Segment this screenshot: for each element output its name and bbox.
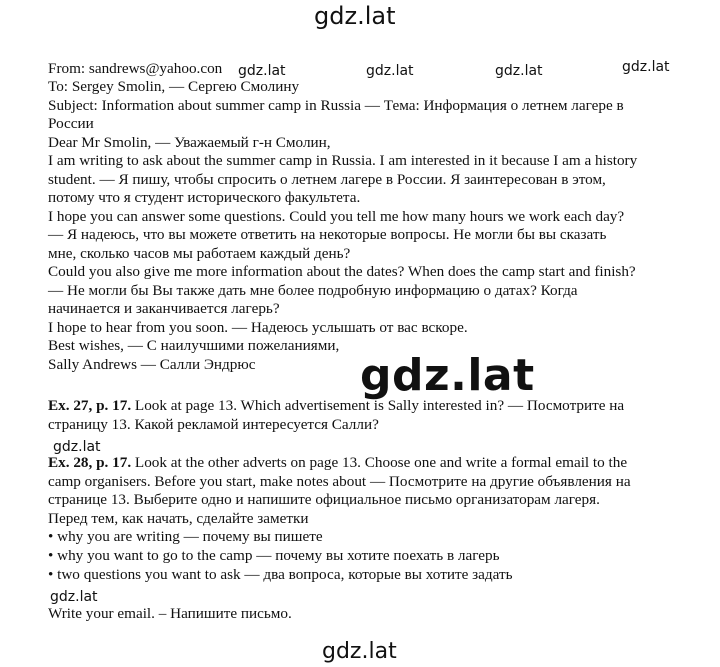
exercise-28-label: Ex. 28, p. 17. <box>48 454 132 471</box>
watermark-write: gdz.lat <box>50 589 98 605</box>
email-signature: Sally Andrews — Салли Эндрюс <box>48 356 256 373</box>
exercise-27-text: Look at page 13. Which advertisement is Sally interested in? — Посмотрите на <box>131 397 625 414</box>
email-to: To: Sergey Smolin, — Сергею Смолину <box>48 78 300 95</box>
email-subject-cont: России <box>48 115 94 132</box>
email-greeting: Dear Mr Smolin, — Уважаемый г-н Смолин, <box>48 134 331 151</box>
exercise-27-text: страницу 13. Какой рекламой интересуется Салли? <box>48 416 379 433</box>
exercise-28-text: Look at the other adverts on page 13. Choose one and write a formal email to the <box>131 454 628 471</box>
watermark-bottom: gdz.lat <box>322 639 397 664</box>
email-paragraph: — Я надеюсь, что вы можете ответить на некоторые вопросы. Не могли бы вы сказать <box>48 226 607 243</box>
bullet-item: • why you are writing — почему вы пишете <box>48 528 323 545</box>
exercise-27-line <box>48 397 624 415</box>
email-paragraph: student. — Я пишу, чтобы спросить о летнем лагере в России. Я заинтересован в этом, <box>48 171 606 188</box>
email-paragraph: потому что я студент исторического факультета. <box>48 189 361 206</box>
watermark-ex28: gdz.lat <box>53 439 101 455</box>
watermark-header: gdz.lat <box>238 63 286 79</box>
bullet-item: • two questions you want to ask — два вопроса, которые вы хотите задать <box>48 566 513 583</box>
email-from: From: sandrews@yahoo.con <box>48 60 223 77</box>
watermark-header: gdz.lat <box>366 63 414 79</box>
email-closing: Best wishes, — С наилучшими пожеланиями, <box>48 337 340 354</box>
exercise-28-text: Перед тем, как начать, сделайте заметки <box>48 510 309 527</box>
exercise-28-text: camp organisers. Before you start, make notes about — Посмотрите на другие объявления на <box>48 473 631 490</box>
email-paragraph: начинается и заканчивается лагерь? <box>48 300 280 317</box>
watermark-header: gdz.lat <box>622 59 670 75</box>
exercise-28-line <box>48 454 627 472</box>
exercise-27-label: Ex. 27, p. 17. <box>48 397 132 414</box>
email-paragraph: — Не могли бы Вы также дать мне более подробную информацию о датах? Когда <box>48 282 578 299</box>
exercise-28-text: странице 13. Выберите одно и напишите официальное письмо организаторам лагеря. <box>48 491 600 508</box>
watermark-top: gdz.lat <box>314 2 396 30</box>
watermark-header: gdz.lat <box>495 63 543 79</box>
email-paragraph: I am writing to ask about the summer camp in Russia. I am interested in it because I am a history <box>48 152 638 169</box>
email-paragraph: Could you also give me more information about the dates? When does the camp start and finish? <box>48 263 636 280</box>
email-paragraph: I hope you can answer some questions. Could you tell me how many hours we work each day? <box>48 208 625 225</box>
watermark-big: gdz.lat <box>360 350 535 401</box>
write-email-instruction: Write your email. – Напишите письмо. <box>48 605 292 622</box>
bullet-item: • why you want to go to the camp — почему вы хотите поехать в лагерь <box>48 547 500 564</box>
email-paragraph: I hope to hear from you soon. — Надеюсь услышать от вас вскоре. <box>48 319 468 336</box>
email-subject: Subject: Information about summer camp in Russia — Тема: Информация о летнем лагере в <box>48 97 624 114</box>
email-paragraph: мне, сколько часов мы работаем каждый день? <box>48 245 351 262</box>
